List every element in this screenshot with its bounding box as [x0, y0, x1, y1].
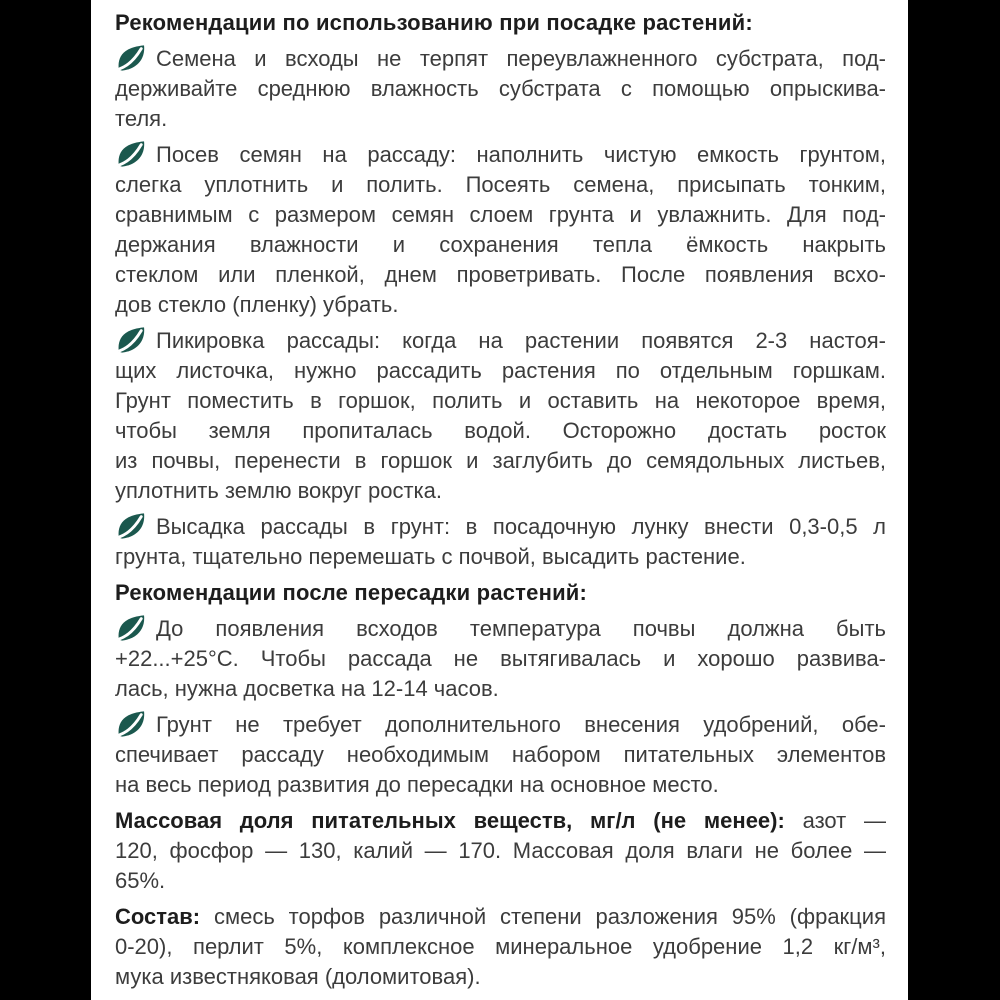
text-line: [115, 866, 886, 896]
text-line: [115, 200, 886, 230]
section-heading: Рекомендации по использованию при посадке растений:: [115, 10, 753, 35]
text-line: [115, 476, 886, 506]
text-segment: из почвы, перенести в горшок и заглубить до семядольных листьев,: [115, 448, 886, 473]
text-line: [115, 416, 886, 446]
text-segment: на весь период развития до пересадки на основное место.: [115, 772, 719, 797]
text-line: [115, 104, 886, 134]
text-line: [115, 74, 886, 104]
text-segment: 65%.: [115, 868, 166, 893]
bullet-paragraph: [115, 512, 886, 572]
text-segment: дов стекло (пленку) убрать.: [115, 292, 399, 317]
text-line: [115, 356, 886, 386]
text-line: [115, 770, 886, 800]
text-line: [115, 290, 886, 320]
leaf-icon: [115, 614, 146, 642]
text-segment: чтобы земля пропиталась водой. Осторожно достать росток: [115, 418, 886, 443]
text-line: [115, 140, 886, 170]
text-segment: Семена и всходы не терпят переувлажненного субстрата, под-: [156, 46, 886, 71]
leaf-icon: [115, 512, 146, 540]
label-content: [115, 8, 886, 992]
text-line: [115, 644, 886, 674]
info-paragraph: [115, 806, 886, 896]
text-line: [115, 614, 886, 644]
text-segment: Грунт не требует дополнительного внесения удобрений, обе-: [156, 712, 886, 737]
text-line: [115, 902, 886, 932]
bullet-paragraph: [115, 326, 886, 506]
text-line: [115, 836, 886, 866]
text-segment: держания влажности и сохранения тепла ёмкость накрыть: [115, 232, 886, 257]
text-line: [115, 806, 886, 836]
text-line: [115, 962, 886, 992]
leaf-icon: [115, 140, 146, 168]
text-line: [115, 512, 886, 542]
text-segment: теля.: [115, 106, 168, 131]
text-segment: Высадка рассады в грунт: в посадочную лунку внести 0,3-0,5 л: [156, 514, 886, 539]
text-segment: Посев семян на рассаду: наполнить чистую емкость грунтом,: [156, 142, 886, 167]
text-segment: грунта, тщательно перемешать с почвой, высадить растение.: [115, 544, 746, 569]
text-segment: щих листочка, нужно рассадить растения по отдельным горшкам.: [115, 358, 886, 383]
text-line: [115, 740, 886, 770]
text-line: [115, 386, 886, 416]
text-line: [115, 44, 886, 74]
text-segment: уплотнить землю вокруг ростка.: [115, 478, 442, 503]
bold-text-segment: Состав:: [115, 904, 201, 929]
text-segment: азот —: [784, 808, 886, 833]
text-segment: Грунт поместить в горшок, полить и оставить на некоторое время,: [115, 388, 886, 413]
text-segment: мука известняковая (доломитовая).: [115, 964, 481, 989]
info-paragraph: [115, 902, 886, 992]
leaf-icon: [115, 710, 146, 738]
text-line: [115, 932, 886, 962]
bullet-paragraph: [115, 44, 886, 134]
bullet-paragraph: [115, 614, 886, 704]
text-segment: смесь торфов различной степени разложения 95% (фракция: [200, 904, 886, 929]
text-line: [115, 326, 886, 356]
text-segment: 120, фосфор — 130, калий — 170. Массовая доля влаги не более —: [115, 838, 886, 863]
text-line: [115, 446, 886, 476]
text-segment: сравнимым с размером семян слоем грунта и увлажнить. Для под-: [115, 202, 886, 227]
text-segment: До появления всходов температура почвы должна быть: [156, 616, 886, 641]
bullet-paragraph: [115, 140, 886, 320]
leaf-icon: [115, 44, 146, 72]
text-segment: Пикировка рассады: когда на растении появятся 2-3 настоя-: [156, 328, 886, 353]
text-line: [115, 710, 886, 740]
text-line: [115, 170, 886, 200]
text-segment: держивайте среднюю влажность субстрата с помощью опрыскива-: [115, 76, 886, 101]
text-segment: стеклом или пленкой, днем проветривать. После появления всхо-: [115, 262, 886, 287]
bold-text-segment: Массовая доля питательных веществ, мг/л (не менее):: [115, 808, 785, 833]
product-label-panel: [91, 0, 908, 1000]
text-segment: спечивает рассаду необходимым набором питательных элементов: [115, 742, 886, 767]
text-segment: слегка уплотнить и полить. Посеять семена, присыпать тонким,: [115, 172, 886, 197]
section-heading: Рекомендации после пересадки растений:: [115, 580, 588, 605]
text-segment: +22...+25°C. Чтобы рассада не вытягивалась и хорошо развива-: [115, 646, 886, 671]
text-line: [115, 674, 886, 704]
text-line: [115, 230, 886, 260]
leaf-icon: [115, 326, 146, 354]
text-line: [115, 542, 886, 572]
text-line: [115, 260, 886, 290]
text-segment: 0-20), перлит 5%, комплексное минеральное удобрение 1,2 кг/м³,: [115, 934, 886, 959]
text-segment: лась, нужна досветка на 12-14 часов.: [115, 676, 499, 701]
bullet-paragraph: [115, 710, 886, 800]
